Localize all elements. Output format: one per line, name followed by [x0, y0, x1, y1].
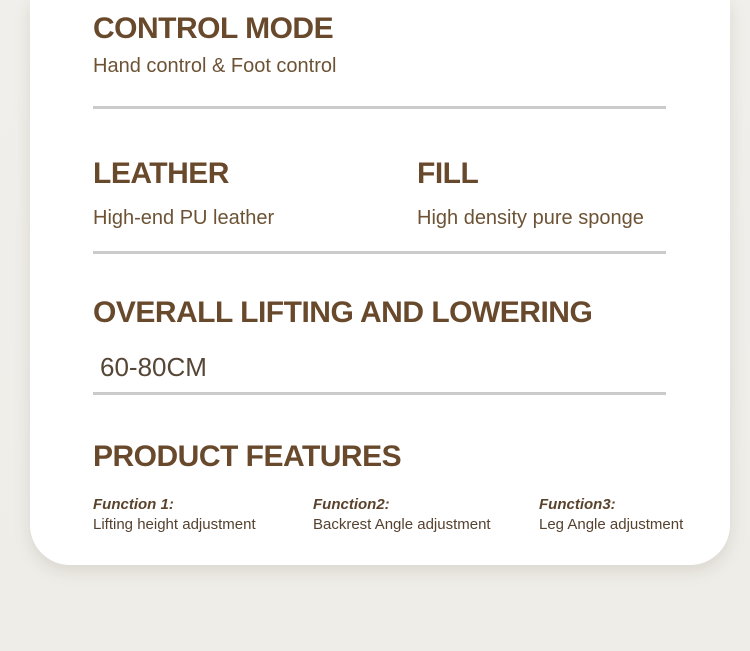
feature-label: Function3: — [539, 496, 616, 513]
feature-value: Leg Angle adjustment — [539, 516, 684, 533]
section-title-leather: LEATHER — [93, 157, 229, 190]
section-title-control-mode: CONTROL MODE — [93, 12, 334, 45]
section-title-fill: FILL — [417, 157, 479, 190]
feature-value: Lifting height adjustment — [93, 516, 256, 533]
feature-value: Backrest Angle adjustment — [313, 516, 491, 533]
section-title-product-features: PRODUCT FEATURES — [93, 440, 402, 473]
section-value-fill: High density pure sponge — [417, 207, 644, 229]
features-row — [93, 496, 703, 533]
section-value-leather: High-end PU leather — [93, 207, 275, 229]
divider — [93, 251, 666, 254]
feature-item-2 — [313, 496, 539, 533]
divider — [93, 106, 666, 109]
feature-item-1 — [93, 496, 313, 533]
product-spec-card — [30, 0, 730, 565]
feature-label: Function 1: — [93, 496, 174, 513]
section-title-overall-lifting: OVERALL LIFTING AND LOWERING — [93, 296, 593, 329]
divider — [93, 392, 666, 395]
section-value-control-mode: Hand control & Foot control — [93, 55, 337, 77]
section-value-lifting-range: 60-80CM — [100, 352, 207, 382]
feature-label: Function2: — [313, 496, 390, 513]
feature-item-3 — [539, 496, 750, 533]
